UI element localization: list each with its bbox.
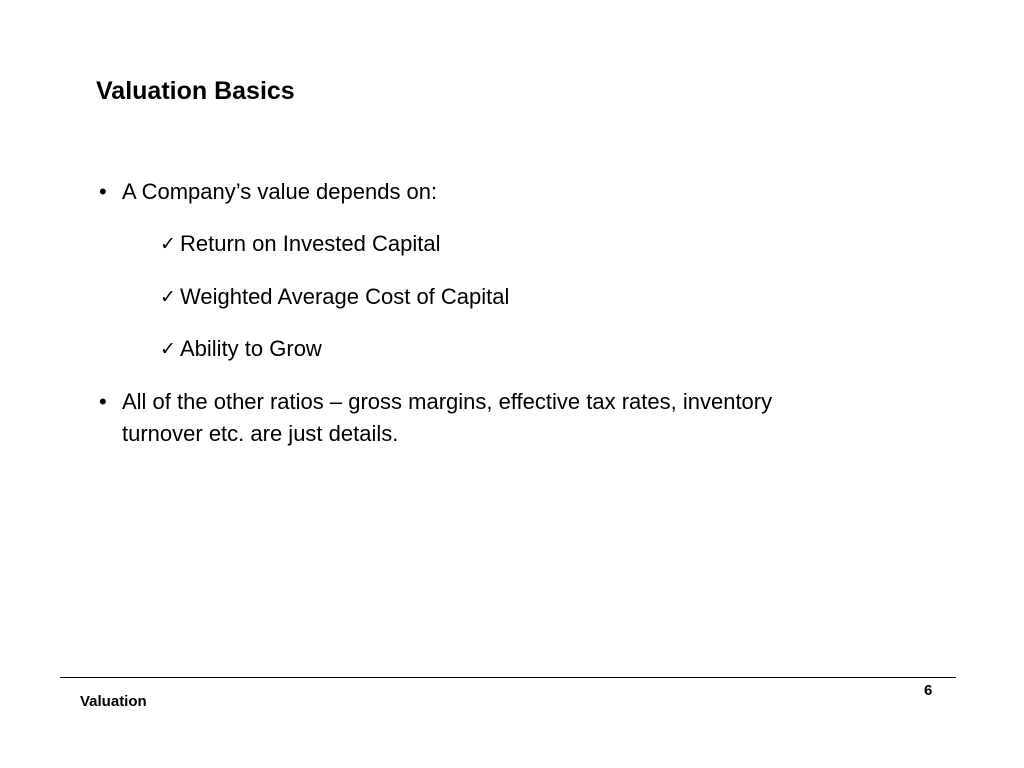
slide-title: Valuation Basics: [96, 77, 295, 105]
footer-label: Valuation: [80, 693, 147, 710]
check-icon: ✓: [160, 286, 176, 308]
bullet-icon: •: [99, 179, 107, 204]
bullet-text: All of the other ratios – gross margins, effective tax rates, inventory turnover etc. are just details.: [122, 389, 773, 446]
checklist-item-text: Return on Invested Capital: [180, 231, 441, 256]
checklist-item-text: Ability to Grow: [180, 336, 322, 361]
footer-divider: [60, 677, 956, 678]
check-icon: ✓: [160, 233, 176, 255]
checklist-item: [160, 281, 509, 313]
checklist-item-text: Weighted Average Cost of Capital: [180, 284, 510, 309]
check-icon: ✓: [160, 338, 176, 360]
bullet-item: [99, 176, 437, 208]
bullet-text: A Company’s value depends on:: [122, 179, 438, 204]
bullet-item: [99, 386, 799, 450]
checklist-item: [160, 333, 322, 365]
checklist-item: [160, 228, 441, 260]
bullet-icon: •: [99, 389, 107, 414]
page-number: 6: [924, 682, 933, 699]
